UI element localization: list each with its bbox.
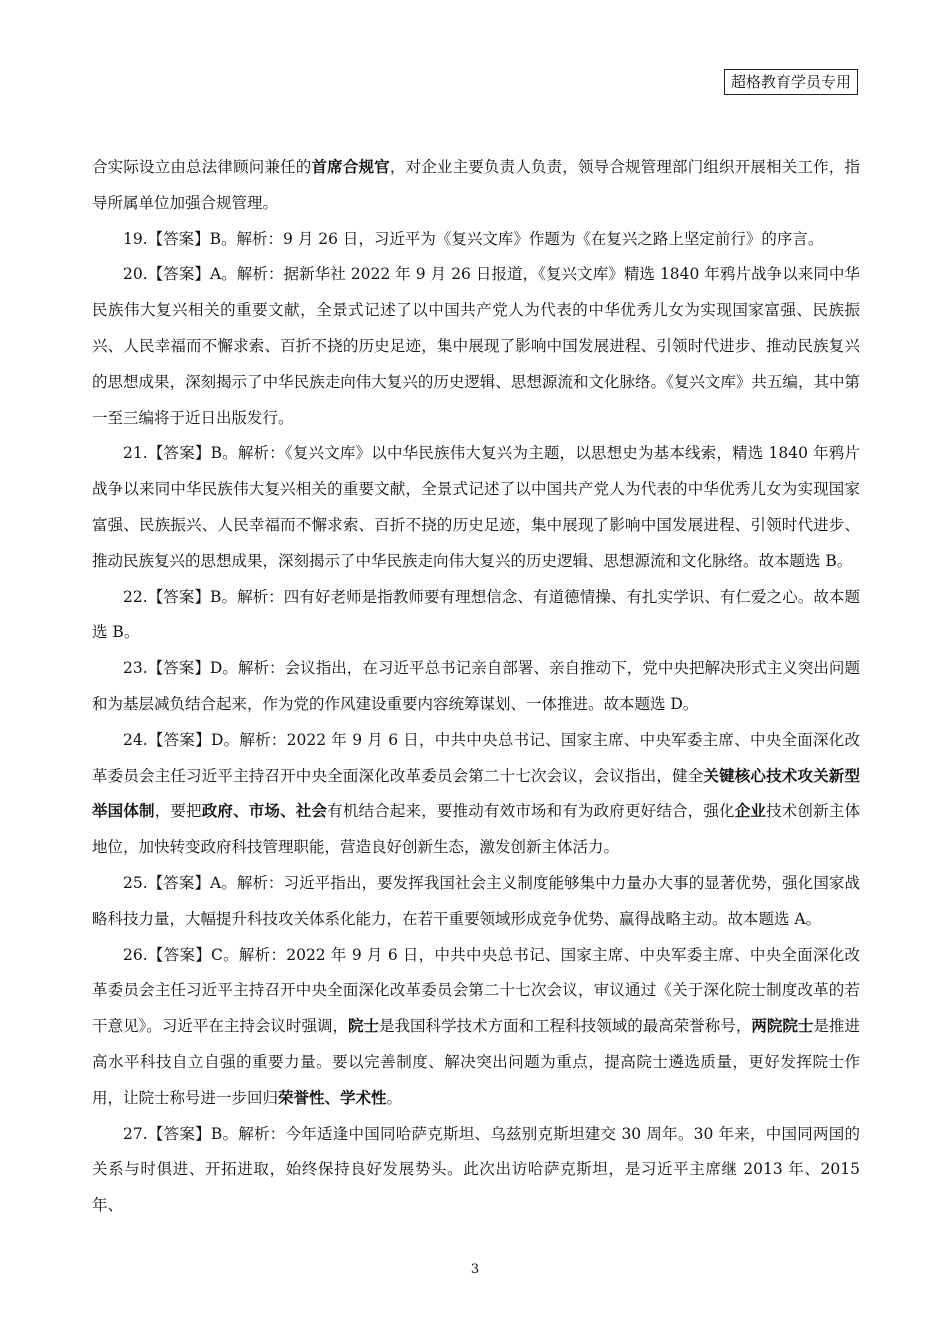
page-number: 3 (470, 1262, 480, 1277)
emphasis-text: 首席合规官 (311, 158, 390, 176)
emphasis-text: 关键核心技术攻关新型举国体制 (92, 766, 860, 821)
emphasis-text: 企业 (734, 802, 767, 821)
body-text: 25.【答案】A。解析：习近平指出，要发挥我国社会主义制度能够集中力量办大事的显著优势，强化国家战略科技力量，大幅提升科技攻关体系化能力，在若干重要领域形成竞争优势、赢得战略主动。故本题选 A。 (92, 873, 860, 928)
body-text: 26.【答案】C。解析：2022 年 9 月 6 日，中共中央总书记、国家主席、中央军委主席、中央全面深化改革委员会主任习近平主持召开中央全面深化改革委员会第二十七次会议，审议通过《关于深化院士制度改革的若干意见》。习近平在主持会议时强调， (92, 945, 860, 1036)
answer-item-23 (92, 651, 860, 723)
answer-item-19 (92, 222, 860, 258)
body-text: 合实际设立由总法律顾问兼任的 (92, 158, 312, 176)
paragraph-continuation (92, 150, 860, 222)
body-text: ，要把 (154, 802, 202, 821)
body-text: 23.【答案】D。解析：会议指出，在习近平总书记亲自部署、亲自推动下，党中央把解决形式主义突出问题和为基层减负结合起来，作为党的作风建设重要内容统筹谋划、一体推进。故本题选 D。 (92, 659, 860, 713)
body-text: 是我国科学技术方面和工程科技领域的最高荣誉称号， (379, 1017, 752, 1036)
header-label: 超格教育学员专用 (724, 69, 858, 95)
document-body (92, 150, 860, 1224)
emphasis-text: 荣誉性、学术性 (278, 1088, 387, 1107)
body-text: ，对企业主要负责人负责，领导合规管理部门组织开展相关工作，指导所属单位加强合规管理。 (92, 158, 860, 212)
body-text: 。 (386, 1088, 403, 1107)
body-text: 24.【答案】D。解析：2022 年 9 月 6 日，中共中央总书记、国家主席、中央军委主席、中央全面深化改革委员会主任习近平主持召开中央全面深化改革委员会第二十七次会议，会议指出，健全 (92, 730, 860, 785)
body-text: 22.【答案】B。解析：四有好老师是指教师要有理想信念、有道德情操、有扎实学识、有仁爱之心。故本题选 B。 (92, 587, 860, 642)
answer-item-21 (92, 436, 860, 579)
body-text: 21.【答案】B。解析：《复兴文库》以中华民族伟大复兴为主题，以思想史为基本线索，精选 1840 年鸦片战争以来同中华民族伟大复兴相关的重要文献，全景式记述了以中国共产党人为代表的中华优秀儿女为实现国家富强、民族振兴、人民幸福而不懈求索、百折不挠的历史足迹，集中展现了影响中国发展进程、引领时代进步、推动民族复兴的思想成果，深刻揭示了中华民族走向伟大复兴的历史逻辑、思想源流和文化脉络。故本题选 B。 (92, 444, 860, 570)
emphasis-text: 院士 (347, 1017, 380, 1036)
body-text: 技术创新主体地位，加快转变政府科技管理职能，营造良好创新生态，激发创新主体活力。 (92, 802, 860, 857)
emphasis-text: 两院院士 (751, 1017, 814, 1036)
body-text: 27.【答案】B。解析：今年适逢中国同哈萨克斯坦、乌兹别克斯坦建交 30 周年。30 年来，中国同两国的关系与时俱进、开拓进取，始终保持良好发展势头。此次出访哈萨克斯坦，是习近平主席继 2013 年、2015 年、 (92, 1124, 860, 1215)
answer-item-22 (92, 580, 860, 652)
emphasis-text: 政府、市场、社会 (201, 802, 328, 821)
answer-item-24 (92, 723, 860, 866)
body-text: 19.【答案】B。解析：9 月 26 日，习近平为《复兴文库》作题为《在复兴之路上坚定前行》的序言。 (123, 229, 824, 248)
answer-item-26 (92, 938, 860, 1117)
answer-item-25 (92, 866, 860, 938)
body-text: 20.【答案】A。解析：据新华社 2022 年 9 月 26 日报道，《复兴文库》精选 1840 年鸦片战争以来同中华民族伟大复兴相关的重要文献，全景式记述了以中国共产党人为代表的中华优秀儿女为实现国家富强、民族振兴、人民幸福而不懈求索、百折不挠的历史足迹，集中展现了影响中国发展进程、引领时代进步、推动民族复兴的思想成果，深刻揭示了中华民族走向伟大复兴的历史逻辑、思想源流和文化脉络。《复兴文库》共五编，其中第一至三编将于近日出版发行。 (92, 265, 860, 427)
answer-item-27 (92, 1117, 860, 1224)
body-text: 有机结合起来，要推动有效市场和有为政府更好结合，强化 (327, 802, 735, 821)
body-text: 是推进高水平科技自立自强的重要力量。要以完善制度、解决突出问题为重点，提高院士遴选质量，更好发挥院士作用，让院士称号进一步回归 (92, 1017, 860, 1107)
answer-item-20 (92, 257, 860, 436)
